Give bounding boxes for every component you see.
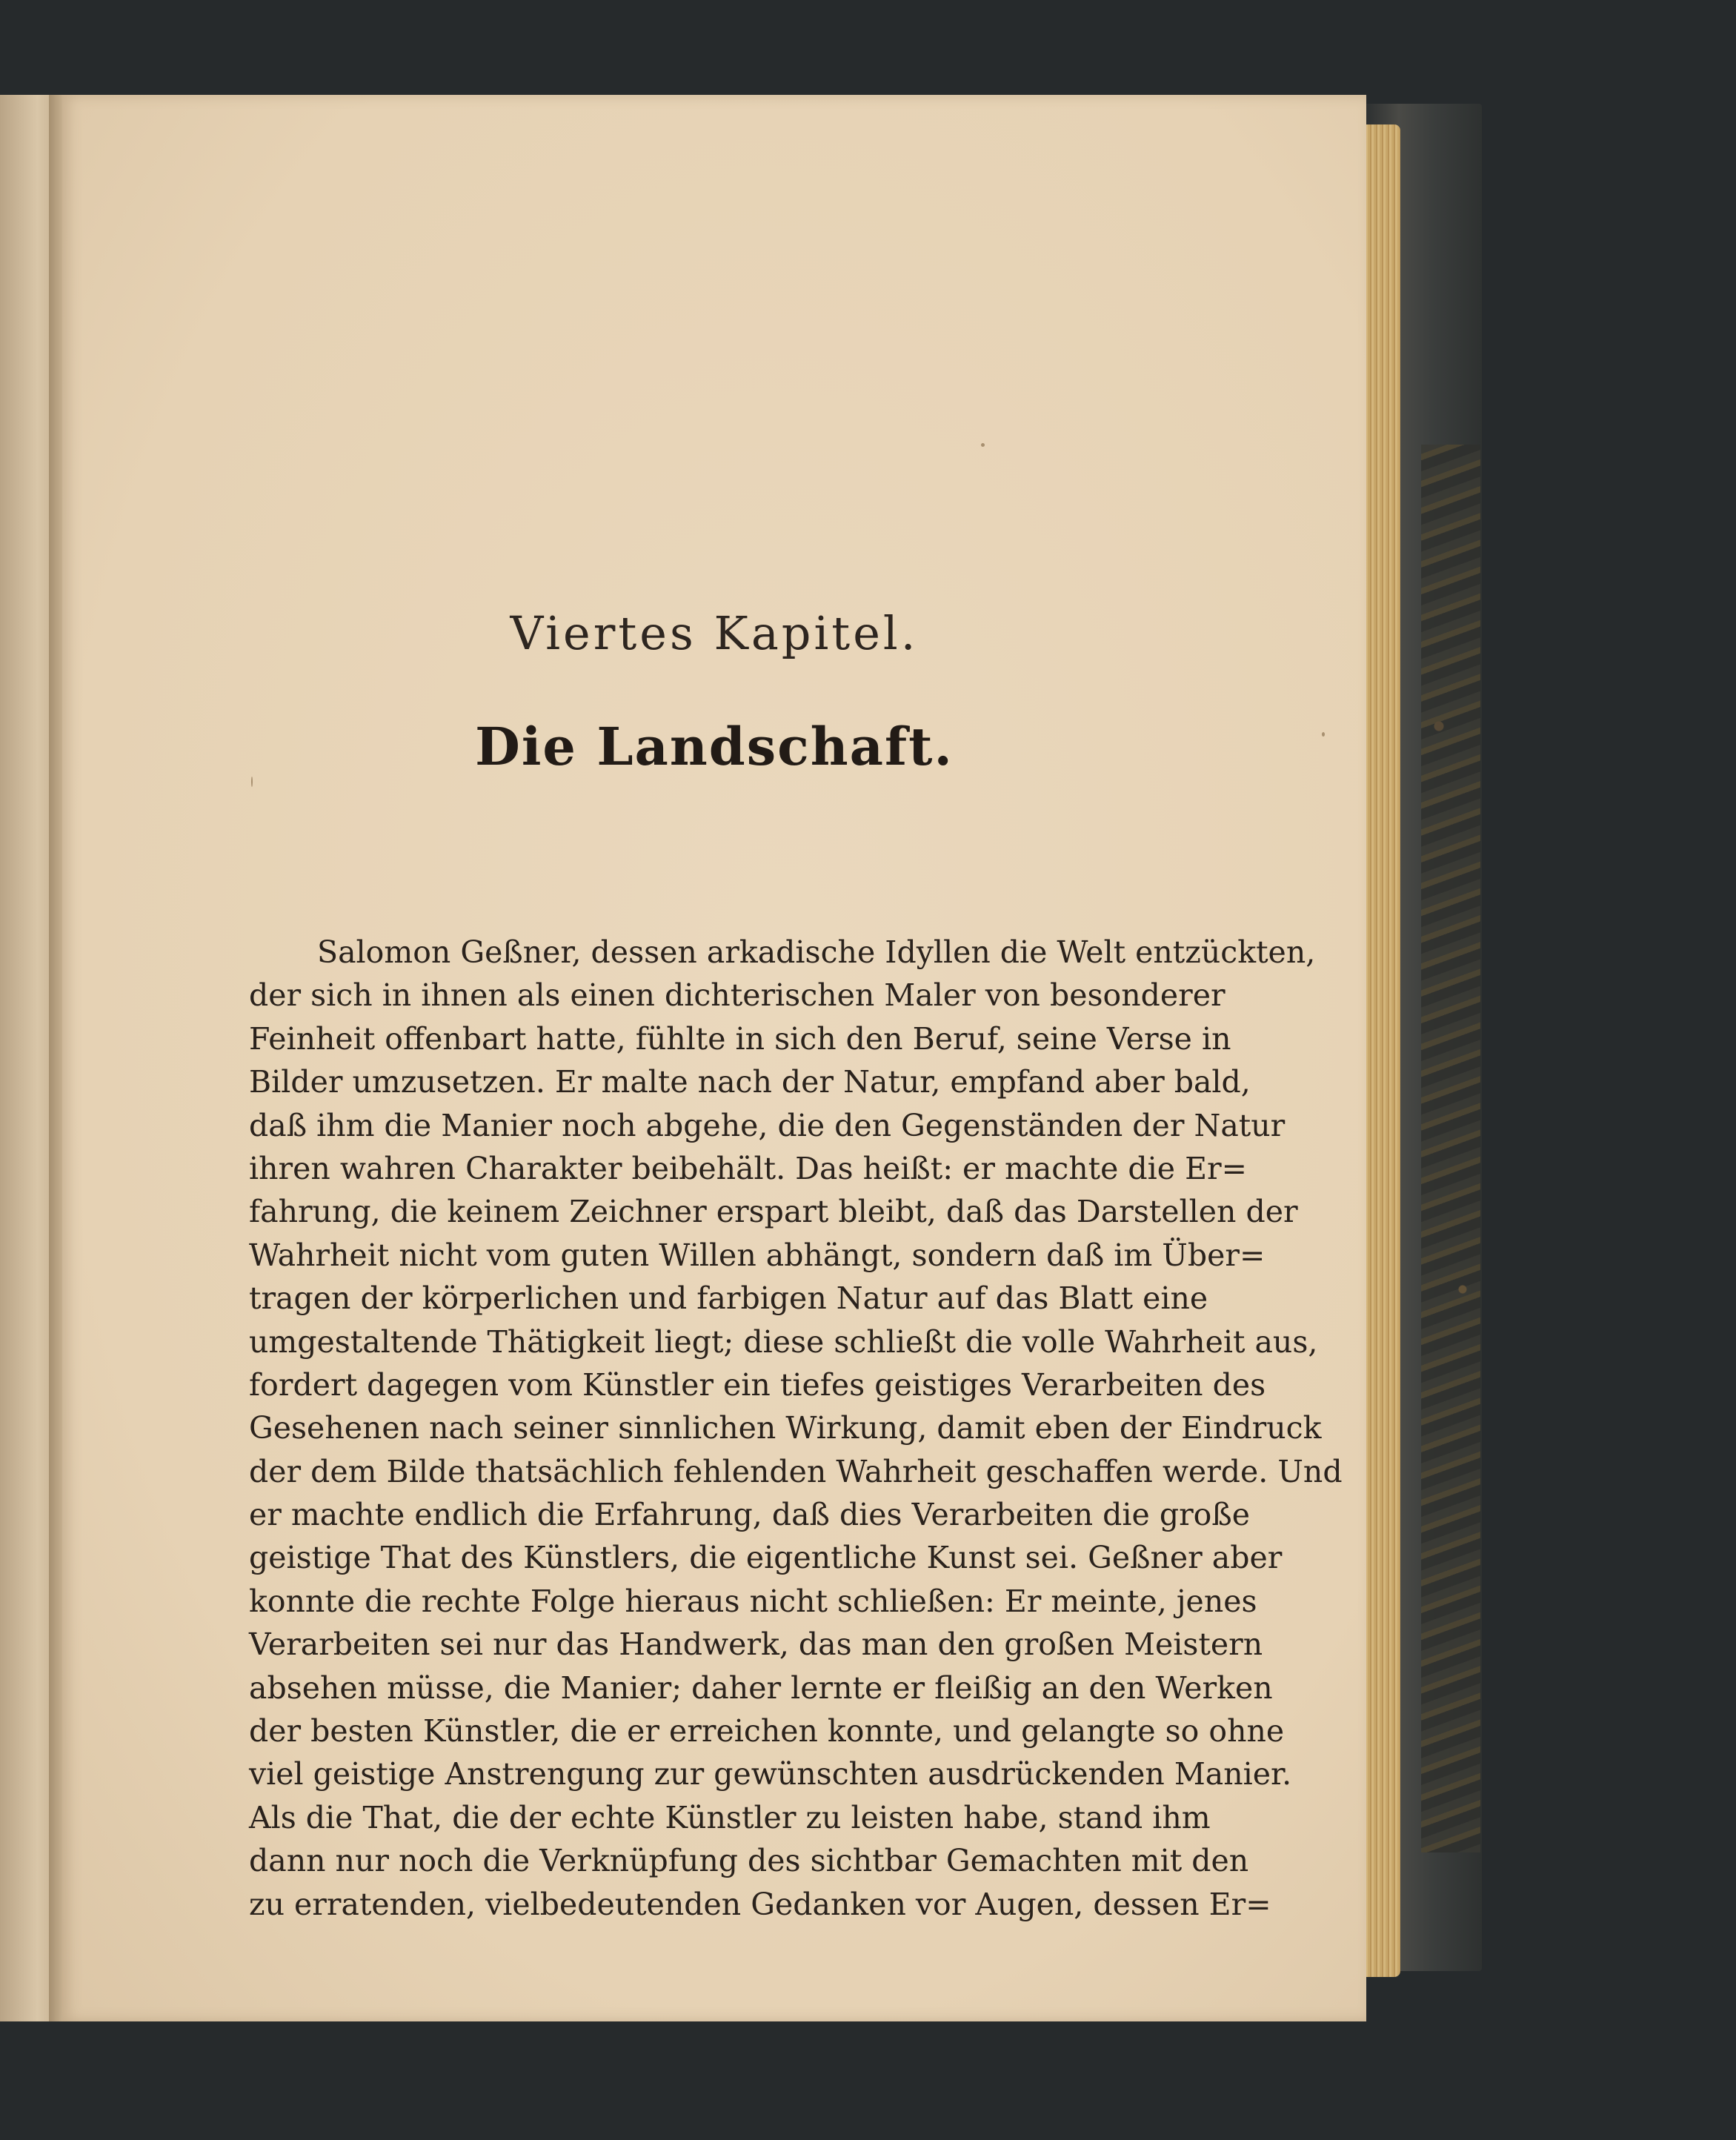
text-line: Salomon Geßner, dessen arkadische Idyllen die Welt entzückten, <box>317 934 1316 970</box>
text-line: er machte endlich die Erfahrung, daß dies Verarbeiten die große <box>249 1497 1251 1533</box>
text-line: Feinheit offenbart hatte, fühlte in sich den Beruf, seine Verse in <box>249 1020 1231 1057</box>
text-line: geistige That des Künstlers, die eigentliche Kunst sei. Geßner aber <box>249 1540 1283 1576</box>
book-page <box>62 95 1366 2021</box>
text-line: Wahrheit nicht vom guten Willen abhängt, sondern daß im Über= <box>249 1237 1266 1273</box>
text-line: daß ihm die Manier noch abgehe, die den Gegenständen der Natur <box>249 1107 1286 1143</box>
text-line: Bilder umzusetzen. Er malte nach der Natur, empfand aber bald, <box>249 1064 1251 1100</box>
text-line: dann nur noch die Verknüpfung des sichtbar Gemachten mit den <box>249 1843 1249 1879</box>
text-line: konnte die rechte Folge hieraus nicht schließen: Er meinte, jenes <box>249 1583 1257 1619</box>
body-text <box>249 931 1343 1926</box>
marbled-cover <box>1421 445 1480 1852</box>
text-line: umgestaltende Thätigkeit liegt; diese schließt die volle Wahrheit aus, <box>249 1323 1318 1360</box>
text-line: absehen müsse, die Manier; daher lernte er fleißig an den Werken <box>249 1669 1273 1706</box>
text-line: viel geistige Anstrengung zur gewünschten ausdrückenden Manier. <box>249 1756 1292 1792</box>
text-line: der besten Künstler, die er erreichen konnte, und gelangte so ohne <box>249 1713 1285 1749</box>
text-line: Verarbeiten sei nur das Handwerk, das man den großen Meistern <box>249 1626 1263 1663</box>
chapter-title: Die Landschaft. <box>475 716 954 777</box>
paper-speck <box>251 777 253 787</box>
facing-page-edge <box>0 95 53 2021</box>
text-line: fordert dagegen vom Künstler ein tiefes geistiges Verarbeiten des <box>249 1366 1266 1403</box>
text-line: fahrung, die keinem Zeichner erspart bleibt, daß das Darstellen der <box>249 1194 1298 1230</box>
text-line: zu erratenden, vielbedeutenden Gedanken vor Augen, dessen Er= <box>249 1886 1271 1922</box>
book-gutter <box>49 95 62 2021</box>
text-line: der sich in ihnen als einen dichterischen Maler von besonderer <box>249 977 1225 1014</box>
paper-speck <box>981 443 985 447</box>
text-line: tragen der körperlichen und farbigen Natur auf das Blatt eine <box>249 1280 1208 1317</box>
paper-speck <box>1322 732 1325 737</box>
text-line: Als die That, die der echte Künstler zu leisten habe, stand ihm <box>249 1799 1211 1835</box>
text-line: der dem Bilde thatsächlich fehlenden Wahrheit geschaffen werde. Und <box>249 1453 1343 1489</box>
chapter-heading: Viertes Kapitel. <box>510 606 919 660</box>
page-block-edge <box>1362 124 1400 1977</box>
text-line: Gesehenen nach seiner sinnlichen Wirkung, damit eben der Eindruck <box>249 1410 1322 1446</box>
text-line: ihren wahren Charakter beibehält. Das heißt: er machte die Er= <box>249 1150 1247 1186</box>
